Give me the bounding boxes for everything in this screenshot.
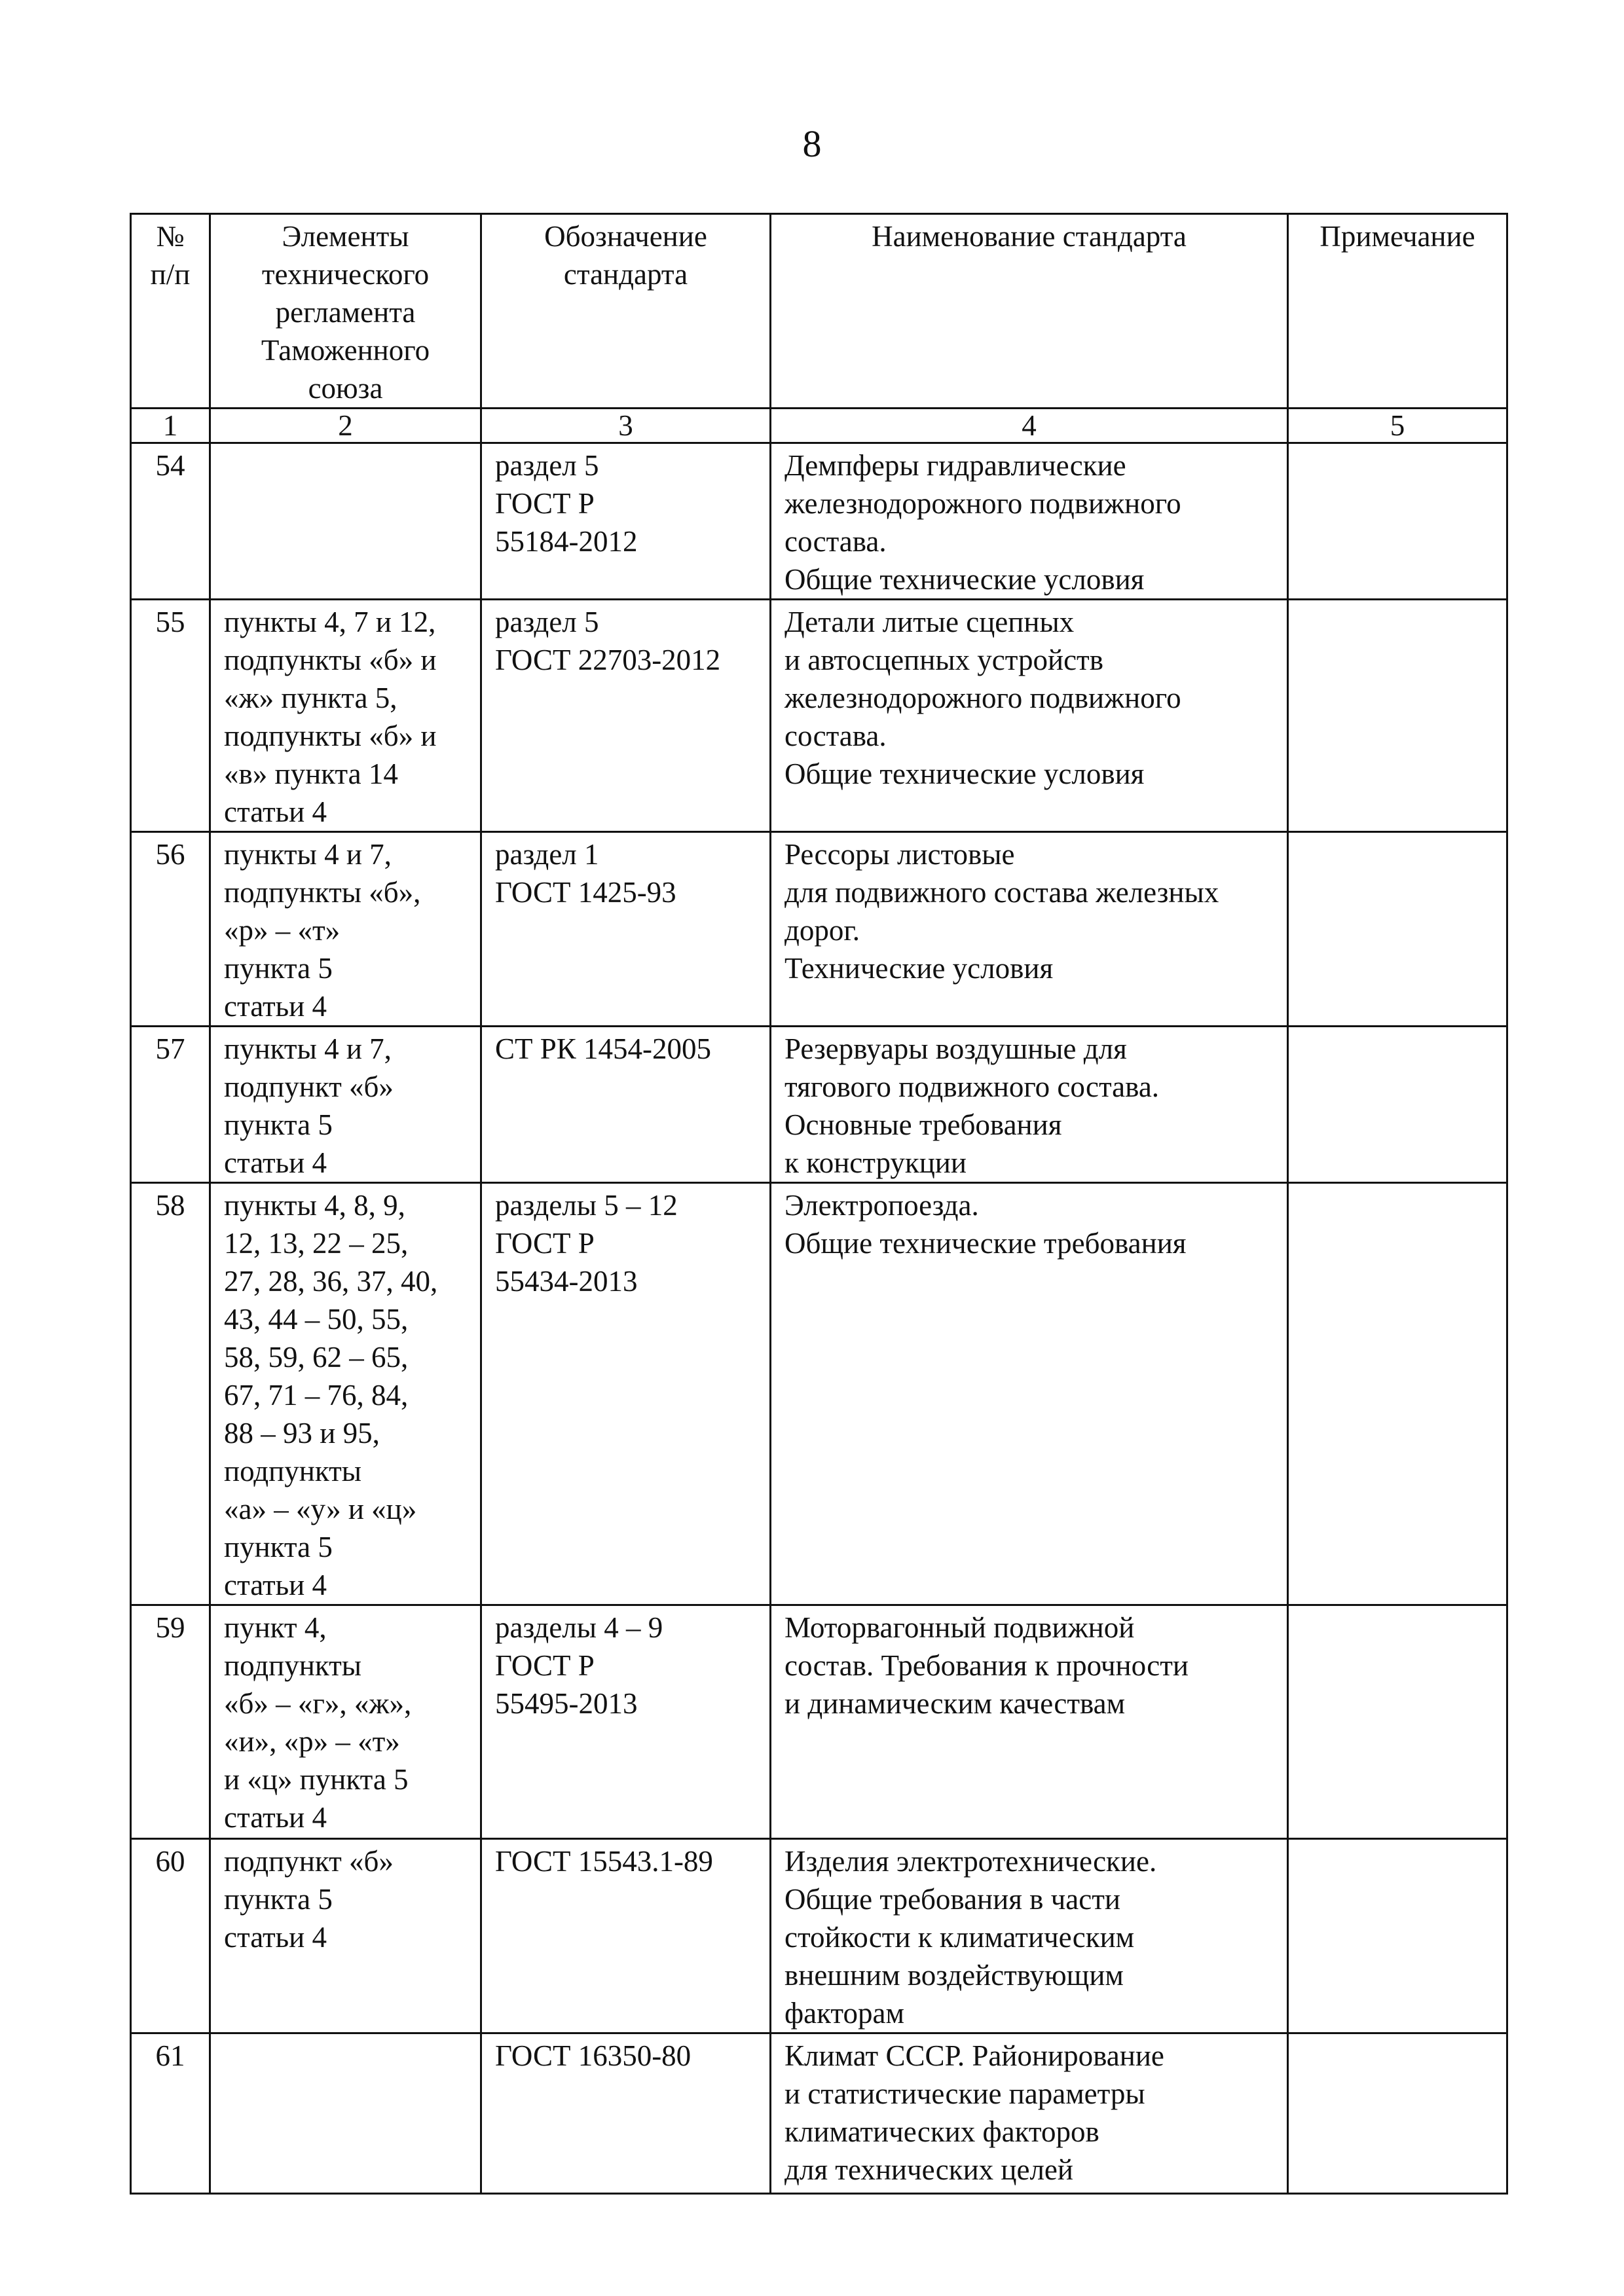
name-cell-line: железнодорожного подвижного [784, 487, 1181, 520]
name-cell-line: Общие технические требования [784, 1227, 1187, 1260]
designation-cell-line: ГОСТ 1425-93 [495, 876, 676, 909]
elements-cell-line: подпункты [224, 1455, 362, 1487]
standards-table [130, 213, 1508, 2195]
note-cell [1288, 832, 1507, 1027]
name-cell-line: внешним воздействующим [784, 1959, 1124, 1992]
elements-cell [210, 1183, 481, 1605]
name-cell-line: состава. [784, 525, 887, 558]
elements-cell-line: и «ц» пункта 5 [224, 1763, 409, 1796]
row-number: 59 [131, 1605, 210, 1839]
name-cell-line: Изделия электротехнические. [784, 1845, 1157, 1878]
elements-cell-line: «а» – «у» и «ц» [224, 1493, 417, 1525]
name-cell-line: и автосцепных устройств [784, 644, 1103, 676]
name-cell-line: Электропоезда. [784, 1189, 979, 1222]
table-row [131, 1183, 1507, 1605]
page-number: 8 [802, 122, 822, 165]
designation-cell-line: 55434-2013 [495, 1265, 638, 1298]
name-cell [771, 1605, 1288, 1839]
name-cell-line: стойкости к климатическим [784, 1921, 1135, 1954]
designation-cell-line: разделы 5 – 12 [495, 1189, 678, 1222]
designation-cell-line: ГОСТ Р [495, 1649, 595, 1682]
elements-cell-line: «и», «р» – «т» [224, 1725, 400, 1758]
name-cell-line: и динамическим качествам [784, 1687, 1126, 1720]
header-line: Элементы [282, 220, 409, 253]
elements-cell-line: 88 – 93 и 95, [224, 1417, 380, 1449]
name-cell-line: железнодорожного подвижного [784, 682, 1181, 714]
header-line: стандарта [563, 258, 688, 291]
elements-cell-line: пункта 5 [224, 1531, 333, 1563]
row-number: 56 [131, 832, 210, 1027]
elements-cell [210, 832, 481, 1027]
designation-cell-line: ГОСТ 16350-80 [495, 2039, 692, 2072]
designation-cell-line: ГОСТ 15543.1-89 [495, 1845, 713, 1878]
header-line: Примечание [1320, 220, 1475, 253]
table-row [131, 1027, 1507, 1183]
elements-cell-line: подпункты «б», [224, 876, 421, 909]
note-cell [1288, 1605, 1507, 1839]
header-line: Обозначение [544, 220, 707, 253]
note-cell [1288, 2033, 1507, 2194]
header-line: Таможенного [261, 334, 430, 367]
table-row [131, 1839, 1507, 2033]
row-number: 57 [131, 1027, 210, 1183]
name-cell-line: к конструкции [784, 1146, 967, 1179]
designation-cell [481, 832, 771, 1027]
designation-cell [481, 2033, 771, 2194]
elements-cell-line: статьи 4 [224, 1146, 327, 1179]
name-cell-line: состава. [784, 720, 887, 752]
table-row [131, 832, 1507, 1027]
header-line: Наименование стандарта [872, 220, 1187, 253]
designation-cell-line: СТ РК 1454-2005 [495, 1032, 712, 1065]
elements-cell [210, 2033, 481, 2194]
table-row [131, 600, 1507, 832]
note-cell [1288, 1027, 1507, 1183]
table-body [131, 443, 1507, 2194]
designation-cell [481, 1839, 771, 2033]
name-cell [771, 1183, 1288, 1605]
elements-cell-line: пункта 5 [224, 1108, 333, 1141]
name-cell [771, 2033, 1288, 2194]
name-cell-line: Общие технические условия [784, 563, 1145, 596]
designation-cell [481, 1027, 771, 1183]
designation-cell-line: 55495-2013 [495, 1687, 638, 1720]
name-cell-line: Моторвагонный подвижной [784, 1611, 1135, 1644]
note-cell [1288, 600, 1507, 832]
name-cell [771, 832, 1288, 1027]
elements-cell-line: статьи 4 [224, 1921, 327, 1954]
header-line: п/п [150, 258, 191, 291]
column-index: 2 [210, 409, 481, 443]
name-cell-line: и статистические параметры [784, 2077, 1145, 2110]
name-cell-line: Технические условия [784, 952, 1054, 985]
elements-cell-line: статьи 4 [224, 1801, 327, 1834]
header-line: регламента [275, 296, 416, 329]
elements-cell-line: статьи 4 [224, 990, 327, 1023]
header-elements [210, 214, 481, 409]
header-line: союза [308, 372, 383, 405]
designation-cell-line: ГОСТ Р [495, 1227, 595, 1260]
name-cell-line: Климат СССР. Районирование [784, 2039, 1164, 2072]
header-line: технического [261, 258, 430, 291]
elements-cell [210, 1027, 481, 1183]
note-cell [1288, 443, 1507, 600]
column-index: 3 [481, 409, 771, 443]
name-cell-line: Общие требования в части [784, 1883, 1120, 1916]
designation-cell-line: 55184-2012 [495, 525, 638, 558]
elements-cell-line: пункта 5 [224, 952, 333, 985]
table-row [131, 2033, 1507, 2194]
elements-cell-line: «в» пункта 14 [224, 757, 398, 790]
column-index: 5 [1288, 409, 1507, 443]
name-cell-line: Основные требования [784, 1108, 1062, 1141]
elements-cell-line: статьи 4 [224, 1569, 327, 1601]
name-cell-line: Демпферы гидравлические [784, 449, 1126, 482]
elements-cell-line: «б» – «г», «ж», [224, 1687, 412, 1720]
name-cell-line: Детали литые сцепных [784, 606, 1075, 638]
name-cell-line: состав. Требования к прочности [784, 1649, 1189, 1682]
name-cell-line: Резервуары воздушные для [784, 1032, 1127, 1065]
elements-cell-line: «ж» пункта 5, [224, 682, 397, 714]
elements-cell-line: статьи 4 [224, 795, 327, 828]
name-cell-line: дорог. [784, 914, 860, 947]
elements-cell-line: «р» – «т» [224, 914, 341, 947]
designation-cell [481, 600, 771, 832]
elements-cell-line: 58, 59, 62 – 65, [224, 1341, 409, 1374]
header-designation [481, 214, 771, 409]
table-row [131, 443, 1507, 600]
row-number: 54 [131, 443, 210, 600]
row-number: 58 [131, 1183, 210, 1605]
elements-cell-line: подпункты [224, 1649, 362, 1682]
name-cell-line: для технических целей [784, 2153, 1073, 2186]
row-number: 61 [131, 2033, 210, 2194]
header-line: № [156, 220, 185, 253]
elements-cell-line: подпункт «б» [224, 1070, 394, 1103]
designation-cell-line: ГОСТ 22703-2012 [495, 644, 721, 676]
column-index: 1 [131, 409, 210, 443]
name-cell-line: факторам [784, 1997, 904, 2030]
designation-cell [481, 1605, 771, 1839]
elements-cell-line: подпункты «б» и [224, 720, 437, 752]
elements-cell-line: подпункт «б» [224, 1845, 394, 1878]
table-row [131, 1605, 1507, 1839]
elements-cell [210, 600, 481, 832]
elements-cell [210, 1605, 481, 1839]
row-number: 60 [131, 1839, 210, 2033]
header-row [131, 214, 1507, 409]
elements-cell-line: пункта 5 [224, 1883, 333, 1916]
note-cell [1288, 1839, 1507, 2033]
designation-cell [481, 1183, 771, 1605]
elements-cell-line: пункты 4, 8, 9, [224, 1189, 405, 1222]
column-index-row [131, 409, 1507, 443]
elements-cell-line: подпункты «б» и [224, 644, 437, 676]
elements-cell-line: 27, 28, 36, 37, 40, [224, 1265, 438, 1298]
header-name [771, 214, 1288, 409]
name-cell-line: климатических факторов [784, 2115, 1099, 2148]
column-index: 4 [771, 409, 1288, 443]
elements-cell-line: пункты 4 и 7, [224, 1032, 392, 1065]
name-cell-line: Рессоры листовые [784, 838, 1015, 871]
designation-cell-line: раздел 1 [495, 838, 599, 871]
name-cell-line: для подвижного состава железных [784, 876, 1219, 909]
elements-cell-line: 12, 13, 22 – 25, [224, 1227, 409, 1260]
name-cell-line: тягового подвижного состава. [784, 1070, 1160, 1103]
header-number [131, 214, 210, 409]
name-cell-line: Общие технические условия [784, 757, 1145, 790]
elements-cell-line: 67, 71 – 76, 84, [224, 1379, 409, 1412]
elements-cell-line: пункт 4, [224, 1611, 327, 1644]
elements-cell [210, 1839, 481, 2033]
designation-cell-line: ГОСТ Р [495, 487, 595, 520]
elements-cell [210, 443, 481, 600]
header-note [1288, 214, 1507, 409]
note-cell [1288, 1183, 1507, 1605]
row-number: 55 [131, 600, 210, 832]
designation-cell-line: раздел 5 [495, 449, 599, 482]
name-cell [771, 1839, 1288, 2033]
name-cell [771, 1027, 1288, 1183]
name-cell [771, 443, 1288, 600]
designation-cell-line: раздел 5 [495, 606, 599, 638]
elements-cell-line: пункты 4, 7 и 12, [224, 606, 436, 638]
elements-cell-line: пункты 4 и 7, [224, 838, 392, 871]
designation-cell-line: разделы 4 – 9 [495, 1611, 663, 1644]
name-cell [771, 600, 1288, 832]
designation-cell [481, 443, 771, 600]
elements-cell-line: 43, 44 – 50, 55, [224, 1303, 409, 1336]
